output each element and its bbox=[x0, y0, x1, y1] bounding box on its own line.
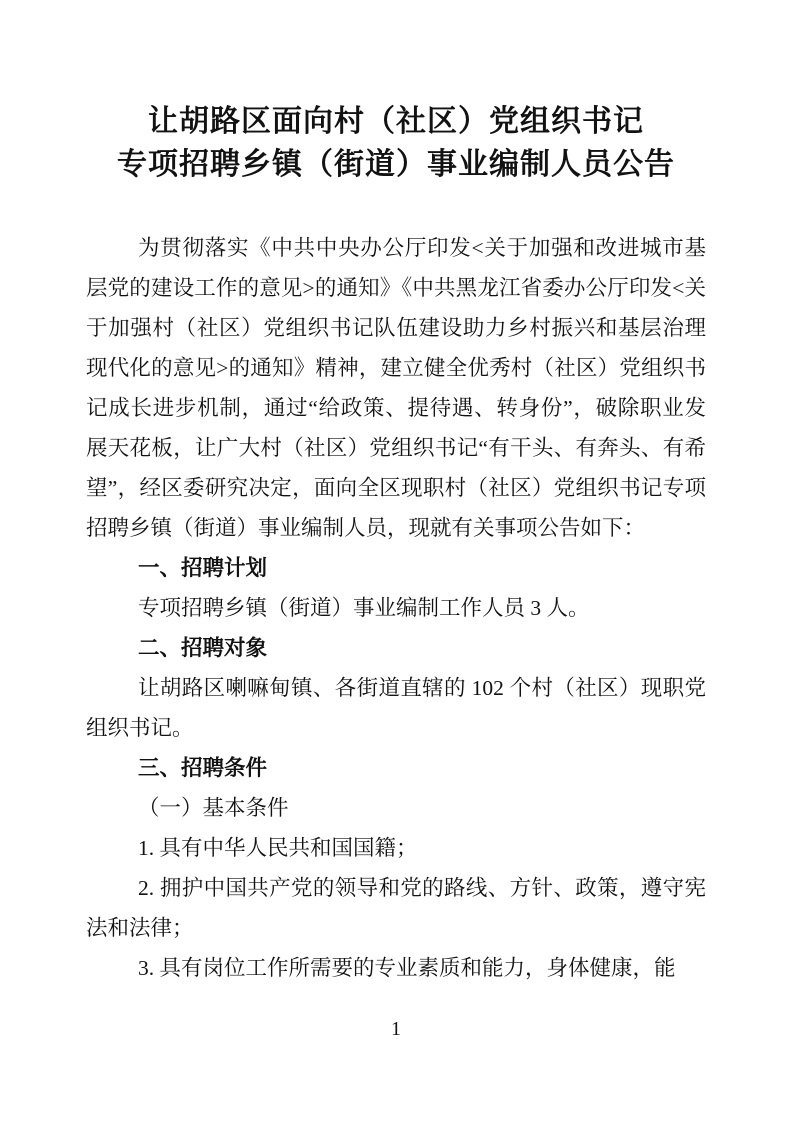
intro-paragraph: 为贯彻落实《中共中央办公厅印发<关于加强和改进城市基层党的建设工作的意见>的通知》《中共黑龙江省委办公厅印发<关于加强村（社区）党组织书记队伍建设助力乡村振兴和基层治理现代化的意见>的通知》精神，建立健全优秀村（社区）党组织书记成长进步机制，通过“给政策、提待遇、转身份”，破除职业发展天花板，让广大村（社区）党组织书记“有干头、有奔头、有希望”，经区委研究决定，面向全区现职村（社区）党组织书记专项招聘乡镇（街道）事业编制人员，现就有关事项公告如下： bbox=[86, 236, 706, 540]
document-title bbox=[86, 100, 706, 186]
condition-item-1: 1. 具有中华人民共和国国籍； bbox=[138, 836, 418, 860]
section-text-recruitment-targets: 让胡路区喇嘛甸镇、各街道直辖的 102 个村（社区）现职党组织书记。 bbox=[86, 676, 706, 740]
condition-item-3: 3. 具有岗位工作所需要的专业素质和能力，身体健康，能 bbox=[138, 956, 676, 980]
section-heading-recruitment-targets: 二、招聘对象 bbox=[138, 636, 268, 660]
condition-item-2: 2. 拥护中国共产党的领导和党的路线、方针、政策，遵守宪法和法律； bbox=[86, 876, 706, 940]
document-content bbox=[86, 100, 706, 988]
section-text-recruitment-plan: 专项招聘乡镇（街道）事业编制工作人员 3 人。 bbox=[138, 596, 590, 620]
document-body bbox=[86, 228, 706, 988]
section-heading-recruitment-plan: 一、招聘计划 bbox=[138, 556, 268, 580]
subsection-heading-basic-conditions: （一）基本条件 bbox=[138, 796, 289, 820]
section-heading-recruitment-conditions: 三、招聘条件 bbox=[138, 756, 268, 780]
page-number: 1 bbox=[391, 1018, 401, 1040]
document-title-line-2: 专项招聘乡镇（街道）事业编制人员公告 bbox=[117, 148, 675, 181]
document-title-line-1: 让胡路区面向村（社区）党组织书记 bbox=[148, 105, 644, 138]
